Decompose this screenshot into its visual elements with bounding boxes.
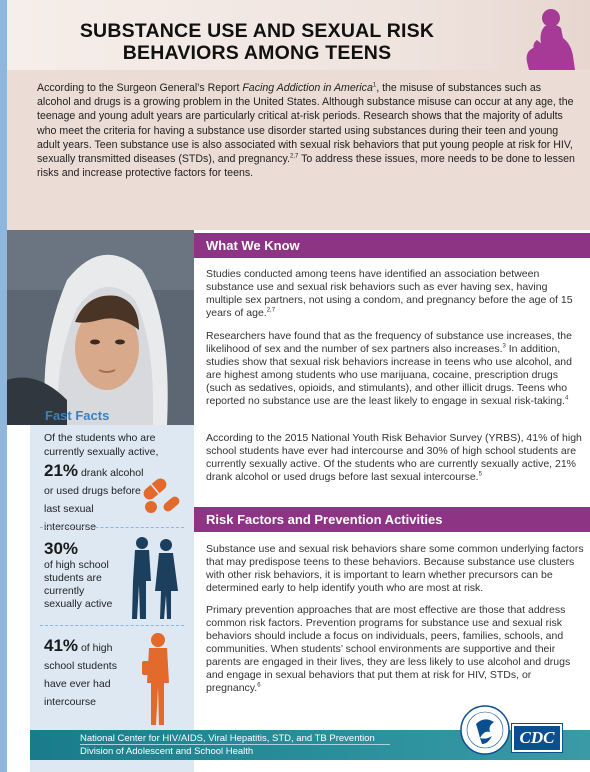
stat-number: 41%	[44, 636, 79, 655]
fast-facts-title: Fast Facts	[45, 408, 110, 423]
what-we-know-paragraph-2: Researchers have found that as the frequency of substance use increases, the likelihood of sex and the number of sex partners also increases.$^3$ In addition, studies show that sexual risk behaviors increase in teens who use alcohol, and are highest among students who use marijuana, cocaine, prescription drugs (such as sedatives, opioids, and stimulants), and other illicit drugs. Teens who reported no substance use are the least likely to engage in sexual risk-taking.$^4$	[206, 330, 572, 407]
fast-facts-intro: Of the students who are currently sexually active,	[44, 432, 159, 458]
divider	[40, 527, 184, 528]
fast-facts-panel	[30, 425, 194, 772]
intro-paragraph: According to the Surgeon General’s Report Facing Addiction in America$^1$, the misuse of substances such as alcohol and drugs is a growing problem in the United States. Although substance misuse can occur at any age, the teenage and young adult years are particularly critical at-risk periods. Research shows that the majority of adults who meet the criteria for having a substance use disorder started using substances during their teen and young adult years. Teen substance use is also associated with sexual risk behaviors that put young people at risk for HIV, sexually transmitted diseases (STDs), and pregnancy.$^{2,7}$ To address these issues, more needs to be done to lessen risks and increase protective factors for teens.	[7, 70, 590, 230]
stat-41-percent	[44, 636, 134, 710]
section-heading-what-we-know: What We Know	[194, 233, 590, 258]
title-line-1: SUBSTANCE USE AND SEXUAL RISK	[79, 20, 435, 42]
teen-silhouette-icon	[515, 4, 585, 70]
hhs-eagle-icon	[460, 702, 510, 758]
risk-factors-paragraph-1: Substance use and sexual risk behaviors share some common underlying factors that may predispose teens to these behaviors. Because substance use clusters with other risk behaviors, it is important to learn whether precursors can be determined early to help identify youth who are most at risk.	[206, 543, 584, 594]
pills-icon	[140, 475, 182, 515]
section-heading-risk-factors: Risk Factors and Prevention Activities	[194, 507, 590, 532]
teen-photo-illustration	[7, 230, 194, 425]
footer-divider	[80, 744, 390, 745]
what-we-know-paragraph-3: According to the 2015 National Youth Risk Behavior Survey (YRBS), 41% of high school students have ever had intercourse and 30% of high school students are currently sexually active. Of the students who are currently sexually active, 21% drank alcohol or used drugs before last sexual intercourse.$^5$	[206, 432, 582, 483]
cdc-logo: CDC	[512, 724, 562, 752]
what-we-know-paragraph-1: Studies conducted among teens have identified an association between substance use and sexual risk behaviors such as ever having sex, having multiple sex partners, not using a condom, and pregnancy before the age of 15 years of age.$^{2,7}$	[206, 268, 573, 319]
divider	[40, 625, 184, 626]
stat-number: 30%	[44, 539, 79, 558]
title-line-2: BEHAVIORS AMONG TEENS	[122, 42, 392, 64]
teen-photo	[7, 230, 194, 425]
footer-center-name: National Center for HIV/AIDS, Viral Hepatitis, STD, and TB Prevention	[80, 733, 375, 744]
stat-number: 21%	[44, 461, 79, 480]
stat-text: of high school students are currently sexually active	[44, 559, 113, 610]
student-silhouette-icon	[138, 631, 178, 727]
page-header	[7, 0, 590, 70]
stat-text: of high school students have ever had intercourse	[44, 642, 117, 708]
risk-factors-paragraph-2: Primary prevention approaches that are most effective are those that address common risk factors. Prevention programs for substance use and sexual risk behaviors should include a focus on individuals, peers, families, schools, and communities. When students’ school environments are supportive and their parents are engaged in their lives, they are less likely to use alcohol and drugs and engage in sexual behaviors that put them at risk for HIV, STDs, or pregnancy.$^6$	[206, 604, 571, 694]
left-accent-strip	[0, 0, 7, 772]
report-title: Facing Addiction in America	[242, 82, 373, 94]
stat-21-percent	[44, 461, 144, 535]
stat-text: drank alcohol or used drugs before last sexual intercourse	[44, 467, 144, 533]
stat-30-percent	[44, 539, 124, 611]
footer-division-name: Division of Adolescent and School Health	[80, 746, 254, 757]
couple-silhouette-icon	[124, 535, 184, 621]
page-title	[47, 20, 467, 64]
